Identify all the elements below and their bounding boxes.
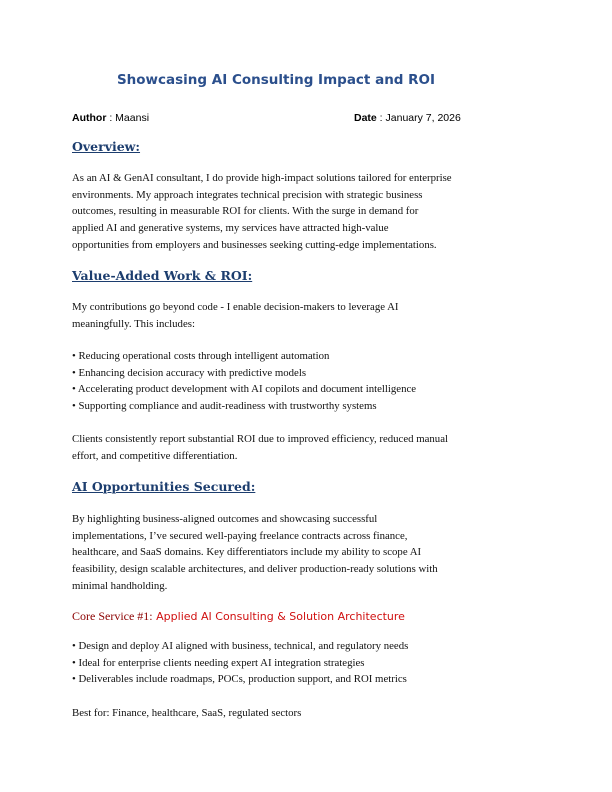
text-line: effort, and competitive differentiation. <box>72 449 238 462</box>
text-line: By highlighting business-aligned outcomes and showcasing successful <box>72 513 378 525</box>
list-item: • Deliverables include roadmaps, POCs, production support, and ROI metrics <box>72 673 407 686</box>
value-heading: Value-Added Work & ROI: <box>72 268 253 283</box>
overview-heading: Overview: <box>72 139 141 154</box>
document-title: Showcasing AI Consulting Impact and ROI <box>116 72 436 88</box>
author-value: : Maansi <box>106 112 150 124</box>
text-line: feasibility, design scalable architectures, and deliver production-ready solutions with <box>72 563 438 576</box>
list-item: • Accelerating product development with AI copilots and document intelligence <box>72 383 417 396</box>
text-line: meaningfully. This includes: <box>72 317 195 330</box>
text-line: environments. My approach integrates technical precision with strategic business <box>72 188 423 201</box>
core-service-title: Applied AI Consulting & Solution Architecture <box>152 610 405 623</box>
text-line: minimal handholding. <box>72 579 168 592</box>
value-bullets <box>72 348 416 415</box>
text-line: healthcare, and SaaS domains. Key differentiators include my ability to scope AI <box>72 546 422 559</box>
core-service-bullets <box>72 638 408 688</box>
date-label: Date <box>354 112 377 124</box>
core-service-label: Core Service #1: <box>72 609 153 623</box>
author-label: Author <box>72 112 107 124</box>
opportunities-paragraph <box>72 511 438 595</box>
list-item: • Enhancing decision accuracy with predictive models <box>72 366 307 379</box>
opportunities-heading: AI Opportunities Secured: <box>72 479 256 494</box>
date-line <box>354 112 461 124</box>
value-intro <box>72 299 399 332</box>
author-line <box>72 112 149 124</box>
list-item: • Reducing operational costs through intelligent automation <box>72 350 330 362</box>
text-line: applied AI and generative systems, my services have attracted high-value <box>72 222 389 235</box>
list-item: • Supporting compliance and audit-readiness with trustworthy systems <box>72 400 377 413</box>
core-service-heading <box>72 609 405 624</box>
text-line: implementations, I’ve secured well-paying freelance contracts across finance, <box>72 529 408 542</box>
best-for-line: Best for: Finance, healthcare, SaaS, regulated sectors <box>72 707 302 719</box>
text-line: As an AI & GenAI consultant, I do provide high-impact solutions tailored for enterprise <box>72 172 452 184</box>
list-item: • Design and deploy AI aligned with business, technical, and regulatory needs <box>72 640 409 652</box>
text-line: outcomes, resulting in measurable ROI for clients. With the surge in demand for <box>72 205 419 218</box>
text-line: My contributions go beyond code - I enable decision-makers to leverage AI <box>72 301 399 313</box>
text-line: Clients consistently report substantial ROI due to improved efficiency, reduced manual <box>72 433 448 445</box>
text-line: opportunities from employers and businesses seeking cutting-edge implementations. <box>72 238 437 251</box>
value-outro <box>72 431 448 464</box>
list-item: • Ideal for enterprise clients needing expert AI integration strategies <box>72 656 365 669</box>
date-value: : January 7, 2026 <box>376 112 461 124</box>
overview-paragraph <box>72 170 452 254</box>
